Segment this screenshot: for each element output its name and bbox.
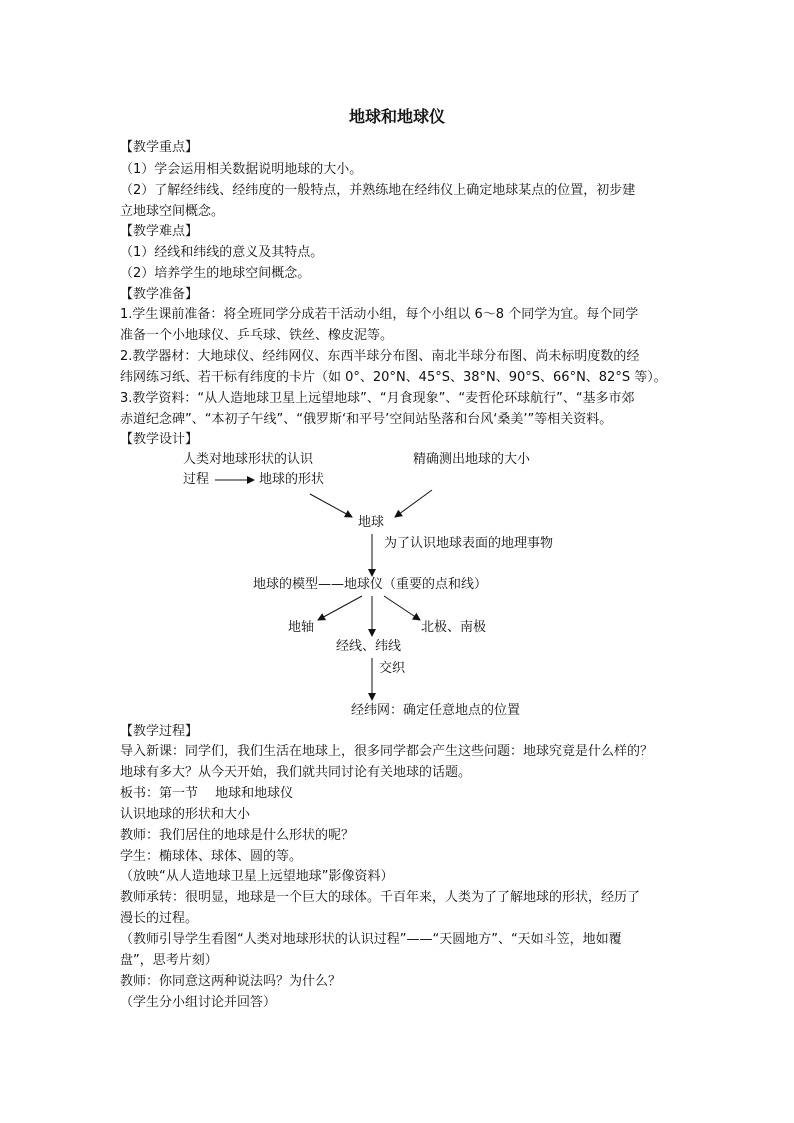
diagram-node-cognition: 人类对地球形状的认识	[183, 452, 314, 467]
key-point-1: （1）学会运用相关数据说明地球的大小。	[120, 162, 363, 177]
process-line-12: 教师：你同意这两种说法吗？为什么？	[120, 974, 342, 989]
process-line-13: （学生分小组讨论并回答）	[120, 995, 277, 1010]
difficulty-2: （2）培养学生的地球空间概念。	[120, 266, 311, 281]
diagram-node-axis: 地轴	[288, 620, 315, 635]
page-title: 地球和地球仪	[348, 107, 445, 126]
diagram-node-shape: 地球的形状	[259, 472, 325, 487]
process-line-6: 学生：椭球体、球体、圆的等。	[120, 849, 303, 864]
preparation-line-2: 准备一个小地球仪、乒乓球、铁丝、橡皮泥等。	[120, 328, 394, 343]
arrow-model-to-poles	[384, 596, 420, 620]
key-point-2: （2）了解经纬线、经纬度的一般特点，并熟练地在经纬仪上确定地球某点的位置，初步建	[120, 183, 636, 198]
diagram-node-earth: 地球	[358, 515, 385, 530]
process-line-1: 导入新课：同学们，我们生活在地球上，很多同学都会产生这些问题：地球究竟是什么样的？	[120, 744, 654, 759]
difficulty-1: （1）经线和纬线的意义及其特点。	[120, 245, 324, 260]
section-heading-difficulties: 【教学难点】	[120, 224, 199, 239]
process-line-7: （放映“从人造地球卫星上远望地球”影像资料）	[120, 869, 394, 884]
process-line-2: 地球有多大？从今天开始，我们就共同讨论有关地球的话题。	[120, 765, 472, 780]
preparation-line-1: 1.学生课前准备：将全班同学分成若干活动小组，每个小组以 6～8 个同学为宜。每个同学	[120, 307, 639, 322]
preparation-line-6: 赤道纪念碑”、“本初子午线”、“俄罗斯‘和平号’空间站坠落和台风‘桑美’”等相关资料。	[120, 412, 613, 427]
section-heading-preparation: 【教学准备】	[120, 287, 199, 302]
preparation-line-4: 纬网练习纸、若干标有纬度的卡片（如 0°、20°N、45°S、38°N、90°S、66°N、82°S 等）。	[120, 370, 667, 385]
process-line-3: 板书：第一节 地球和地球仪	[120, 786, 294, 801]
process-line-8: 教师承转：很明显，地球是一个巨大的球体。千百年来，人类为了了解地球的形状，经历了	[120, 890, 641, 905]
process-line-5: 教师：我们居住的地球是什么形状的呢？	[120, 828, 355, 843]
process-line-11: 盘”，思考片刻）	[120, 953, 218, 968]
key-point-2-cont: 立地球空间概念。	[120, 204, 225, 219]
process-line-9: 漫长的过程。	[120, 911, 199, 926]
section-heading-design: 【教学设计】	[120, 432, 199, 447]
section-heading-key-points: 【教学重点】	[120, 140, 199, 155]
diagram-node-poles: 北极、南极	[421, 620, 487, 635]
arrow-size-to-earth	[395, 490, 432, 517]
diagram-node-meridians-parallels: 经线、纬线	[336, 639, 402, 654]
diagram-node-process: 过程	[183, 472, 210, 487]
diagram-node-globe-model: 地球的模型——地球仪（重要的点和线）	[253, 577, 488, 592]
diagram-node-grid: 经纬网：确定任意地点的位置	[351, 703, 521, 718]
preparation-line-3: 2.教学器材：大地球仪、经纬网仪、东西半球分布图、南北半球分布图、尚未标明度数的经	[120, 349, 640, 364]
process-line-4: 认识地球的形状和大小	[120, 807, 251, 822]
diagram-node-interweave: 交织	[379, 661, 406, 676]
diagram-node-purpose: 为了认识地球表面的地理事物	[384, 536, 554, 551]
arrow-shape-to-earth	[310, 494, 352, 517]
diagram-node-size: 精确测出地球的大小	[413, 452, 531, 467]
arrow-model-to-axis	[318, 596, 362, 620]
section-heading-process: 【教学过程】	[120, 724, 199, 739]
process-line-10: （教师引导学生看图“人类对地球形状的认识过程”——“天圆地方”、“天如斗笠，地如覆	[120, 932, 622, 947]
preparation-line-5: 3.教学资料：“从人造地球卫星上远望地球”、“月食现象”、“麦哲伦环球航行”、“基多市郊	[120, 391, 635, 406]
